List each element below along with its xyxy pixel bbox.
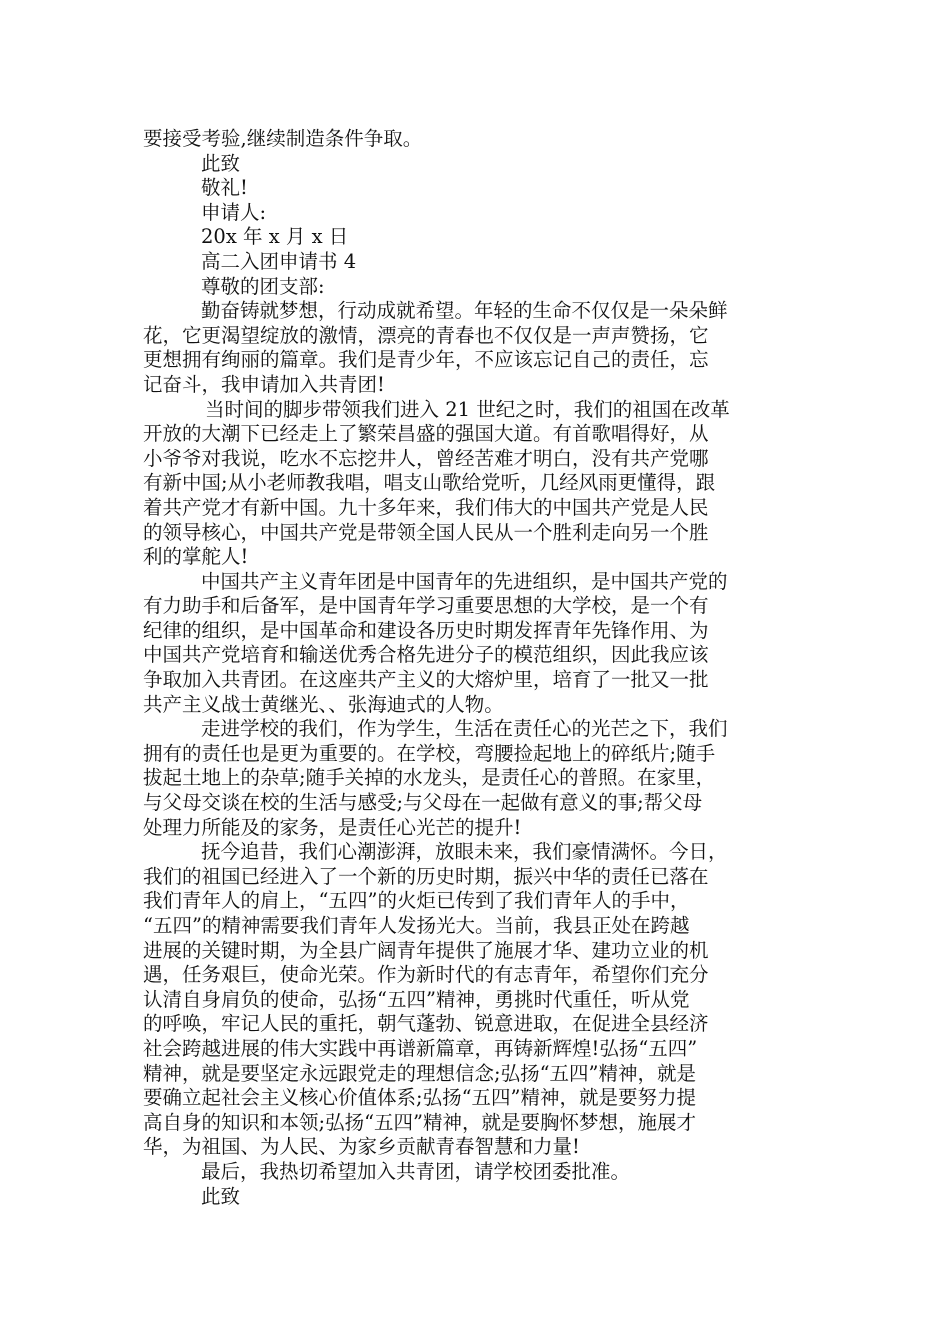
text-line: 要接受考验,继续制造条件争取。 [143, 127, 423, 150]
section-title: 高二入团申请书 4 [201, 249, 357, 273]
text-line: 记奋斗，我申请加入共青团! [143, 372, 385, 396]
closing-salutation: 此致 [201, 1184, 241, 1208]
text-line: 进展的关键时期，为全县广阔青年提供了施展才华、建功立业的机 [143, 938, 709, 962]
text-line: 与父母交谈在校的生活与感受;与父母在一起做有意义的事;帮父母 [143, 791, 703, 815]
applicant-label: 申请人: [201, 200, 267, 224]
text-line: “五四”的精神需要我们青年人发扬光大。当前，我县正处在跨越 [143, 914, 690, 937]
text-line: 拔起土地上的杂草;随手关掉的水龙头，是责任心的普照。在家里， [143, 766, 716, 790]
text-line: 抚今追昔，我们心潮澎湃，放眼未来，我们豪情满怀。今日， [201, 840, 728, 864]
text-line: 我们青年人的肩上，“五四”的火炬已传到了我们青年人的手中， [143, 889, 690, 913]
text-line: 遇，任务艰巨，使命光荣。作为新时代的有志青年，希望你们充分 [143, 963, 709, 987]
text-line: 纪律的组织，是中国革命和建设各历史时期发挥青年先锋作用、为 [143, 618, 709, 642]
text-line: 开放的大潮下已经走上了繁荣昌盛的强国大道。有首歌唱得好，从 [143, 422, 709, 446]
text-line: 中国共产党培育和输送优秀合格先进分子的模范组织，因此我应该 [143, 643, 709, 667]
text-line: 着共产党才有新中国。九十多年来，我们伟大的中国共产党是人民 [143, 495, 709, 519]
text-line: 利的掌舵人! [143, 545, 249, 569]
text-line: 争取加入共青团。在这座共产主义的大熔炉里，培育了一批又一批 [143, 668, 709, 692]
text-line: 认清自身肩负的使命，弘扬“五四”精神，勇挑时代重任，听从党 [143, 987, 690, 1011]
text-line: 社会跨越进展的伟大实践中再谱新篇章，再铸新辉煌!弘扬“五四” [143, 1036, 698, 1060]
text-line: 最后，我热切希望加入共青团，请学校团委批准。 [201, 1159, 631, 1183]
text-line: 走进学校的我们，作为学生，生活在责任心的光芒之下，我们 [201, 717, 728, 741]
text-line: 共产主义战士黄继光、、张海迪式的人物。 [143, 692, 504, 716]
text-line: 我们的祖国已经进入了一个新的历史时期，振兴中华的责任已落在 [143, 864, 709, 888]
text-line: 处理力所能及的家务，是责任心光芒的提升! [143, 815, 522, 839]
text-line: 当时间的脚步带领我们进入 21 世纪之时，我们的祖国在改革 [205, 397, 730, 421]
date-line: 20x 年 x 月 x 日 [201, 225, 349, 249]
text-line: 拥有的责任也是更为重要的。在学校，弯腰捡起地上的碎纸片;随手 [143, 741, 716, 765]
text-line: 花，它更渴望绽放的激情，漂亮的青春也不仅仅是一声声赞扬，它 [143, 323, 709, 347]
text-line: 勤奋铸就梦想，行动成就希望。年轻的生命不仅仅是一朵朵鲜 [201, 299, 728, 323]
text-line: 有新中国;从小老师教我唱，唱支山歌给党听，几经风雨更懂得，跟 [143, 471, 716, 495]
greeting: 尊敬的团支部: [201, 274, 325, 298]
text-line: 华，为祖国、为人民、为家乡贡献青春智慧和力量! [143, 1135, 580, 1159]
text-line: 要确立起社会主义核心价值体系;弘扬“五四”精神，就是要努力提 [143, 1086, 697, 1110]
text-line: 中国共产主义青年团是中国青年的先进组织，是中国共产党的 [201, 569, 728, 593]
text-line: 高自身的知识和本领;弘扬“五四”精神，就是要胸怀梦想，施展才 [143, 1110, 697, 1134]
closing-regards: 敬礼! [201, 176, 248, 200]
document-body [143, 127, 808, 1209]
text-line: 有力助手和后备军，是中国青年学习重要思想的大学校，是一个有 [143, 594, 709, 618]
text-line: 的领导核心，中国共产党是带领全国人民从一个胜利走向另一个胜 [143, 520, 709, 544]
text-line: 精神，就是要坚定永远跟党走的理想信念;弘扬“五四”精神，就是 [143, 1061, 697, 1085]
text-line: 小爷爷对我说，吃水不忘挖井人，曾经苦难才明白，没有共产党哪 [143, 446, 709, 470]
text-line: 的呼唤，牢记人民的重托，朝气蓬勃、锐意进取，在促进全县经济 [143, 1012, 709, 1036]
text-line: 更想拥有绚丽的篇章。我们是青少年，不应该忘记自己的责任，忘 [143, 348, 709, 372]
closing-salutation: 此致 [201, 151, 241, 175]
